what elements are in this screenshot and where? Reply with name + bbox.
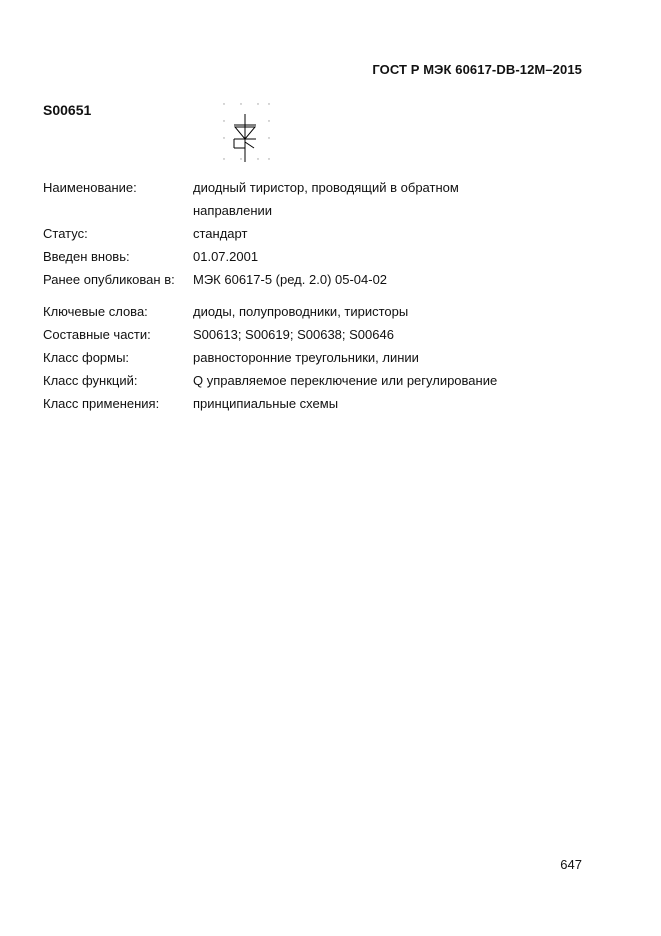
property-label: Ранее опубликован в:: [43, 272, 175, 287]
property-value-line: направлении: [193, 203, 273, 218]
property-value: МЭК 60617-5 (ред. 2.0) 05-04-02: [193, 272, 388, 287]
reverse-conducting-diode-thyristor-symbol-icon: [221, 101, 273, 163]
page-number: 647: [560, 857, 582, 872]
property-value: равносторонние треугольники, линии: [193, 350, 419, 365]
property-row-status: [43, 222, 603, 245]
property-label: Ключевые слова:: [43, 304, 148, 319]
property-value: принципиальные схемы: [193, 396, 339, 411]
property-value: стандарт: [193, 226, 248, 241]
property-row-application-class: [43, 392, 603, 415]
property-value: диоды, полупроводники, тиристоры: [193, 304, 409, 319]
symbol-code: S00651: [43, 102, 92, 118]
property-value-line: диодный тиристор, проводящий в обратном: [193, 180, 459, 195]
property-value: [193, 176, 603, 222]
property-label: Наименование:: [43, 180, 137, 195]
property-row-components: [43, 323, 603, 346]
property-row-function-class: [43, 369, 603, 392]
property-row-introduced: [43, 245, 603, 268]
property-value: 01.07.2001: [193, 249, 259, 264]
symbol-properties: [43, 176, 603, 415]
property-label: Класс применения:: [43, 396, 160, 411]
property-label: Класс формы:: [43, 350, 130, 365]
property-row-form-class: [43, 346, 603, 369]
group-separator: [43, 291, 603, 300]
property-label: Класс функций:: [43, 373, 138, 388]
property-row-keywords: [43, 300, 603, 323]
property-label: Статус:: [43, 226, 88, 241]
property-row-name: [43, 176, 603, 222]
property-label: Составные части:: [43, 327, 151, 342]
property-value: S00613; S00619; S00638; S00646: [193, 327, 394, 342]
document-standard-header: ГОСТ Р МЭК 60617-DB-12M–2015: [372, 62, 582, 77]
property-value: Q управляемое переключение или регулирование: [193, 373, 498, 388]
property-label: Введен вновь:: [43, 249, 130, 264]
property-row-previously-published: [43, 268, 603, 291]
